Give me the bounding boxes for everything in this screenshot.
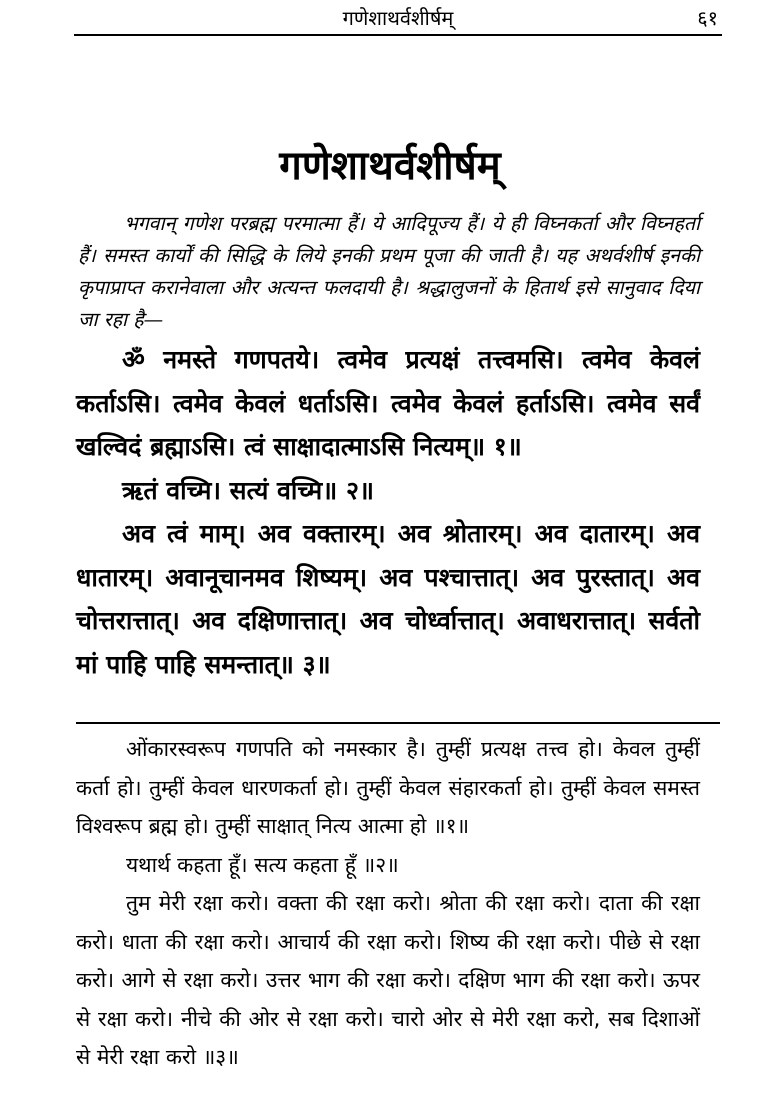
verse-3: अव त्वं माम्। अव वक्तारम्। अव श्रोतारम्। अव दातारम्। अव धातारम्। अवानूचानमव शिष्यम्। अव पश्चात्तात्। अव पुरस्तात्। अव चोत्तरात्तात्। अव दक्षिणात्तात्। अव चोर्ध्वात्तात्। अवाधरात्तात्। सर्वतो मां पाहि पाहि समन्तात्॥ ३॥	[76, 519, 700, 679]
running-title: गणेशाथर्वशीर्षम्	[342, 6, 454, 30]
running-header	[74, 4, 722, 36]
translation-2: यथार्थ कहता हूँ। सत्य कहता हूँ ॥२॥	[126, 852, 399, 877]
verse-1: ॐ नमस्ते गणपतये। त्वमेव प्रत्यक्षं तत्त्वमसि। त्वमेव केवलं कर्ताऽसि। त्वमेव केवलं धर्ताऽसि। त्वमेव केवलं हर्ताऽसि। त्वमेव सर्वं खल्विदं ब्रह्माऽसि। त्वं साक्षादात्माऽसि नित्यम्॥ १॥	[76, 345, 700, 461]
translation-1: ओंकारस्वरूप गणपति को नमस्कार है। तुम्हीं प्रत्यक्ष तत्त्व हो। केवल तुम्हीं कर्ता हो। तुम्हीं केवल धारणकर्ता हो। तुम्हीं केवल संहारकर्ता हो। तुम्हीं केवल समस्त विश्वरूप ब्रह्म हो। तुम्हीं साक्षात् नित्य आत्मा हो ॥१॥	[76, 737, 700, 838]
page-title: गणेशाथर्वशीर्षम्	[279, 143, 501, 189]
section-divider	[76, 722, 720, 724]
intro-paragraph: भगवान् गणेश परब्रह्म परमात्मा हैं। ये आदिपूज्य हैं। ये ही विघ्नकर्ता और विघ्नहर्ता हैं। समस्त कार्यों की सिद्धि के लिये इनकी प्रथम पूजा की जाती है। यह अथर्वशीर्ष इनकी कृपाप्राप्त करानेवाला और अत्यन्त फलदायी है। श्रद्धालुजनों के हितार्थ इसे सानुवाद दिया जा रहा है—	[78, 212, 700, 331]
translation-3: तुम मेरी रक्षा करो। वक्ता की रक्षा करो। श्रोता की रक्षा करो। दाता की रक्षा करो। धाता की रक्षा करो। आचार्य की रक्षा करो। शिष्य की रक्षा करो। पीछे से रक्षा करो। आगे से रक्षा करो। उत्तर भाग की रक्षा करो। दक्षिण भाग की रक्षा करो। ऊपर से रक्षा करो। नीचे की ओर से रक्षा करो। चारो ओर से मेरी रक्षा करो, सब दिशाओं से मेरी रक्षा करो ॥३॥	[76, 891, 700, 1069]
verse-2: ऋतं वच्मि। सत्यं वच्मि॥ २॥	[122, 475, 374, 505]
sanskrit-verses	[76, 338, 700, 686]
page-number: ६१	[697, 6, 718, 30]
hindi-translation	[76, 730, 700, 1077]
